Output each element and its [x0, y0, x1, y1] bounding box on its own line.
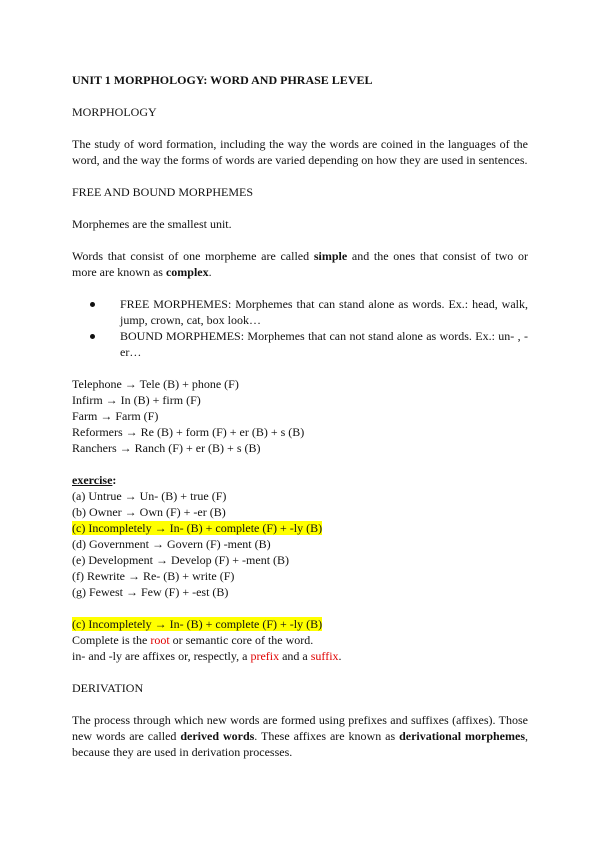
exercise-item-highlighted: (c) Incompletely → In- (B) + complete (F) + -ly (B)	[72, 521, 323, 535]
example-line: Infirm → In (B) + firm (F)	[72, 393, 201, 407]
analysis-block	[72, 616, 528, 664]
bullet-icon	[90, 334, 95, 339]
text: . These affixes are known as	[254, 729, 400, 743]
exercise-item: (b) Owner → Own (F) + -er (B)	[72, 505, 226, 519]
section-heading-free-bound: FREE AND BOUND MORPHEMES	[72, 185, 254, 199]
list-item-text: FREE MORPHEMES: Morphemes that can stand alone as words. Ex.: head, walk, jump, crown, cat, box look…	[120, 297, 528, 327]
example-line: Farm → Farm (F)	[72, 409, 159, 423]
exercise-item: (d) Government → Govern (F) -ment (B)	[72, 537, 271, 551]
analysis-highlighted-line: (c) Incompletely → In- (B) + complete (F) + -ly (B)	[72, 617, 323, 631]
text: Complete is the	[72, 633, 151, 647]
exercise-item: (a) Untrue → Un- (B) + true (F)	[72, 489, 227, 503]
term-prefix: prefix	[250, 649, 280, 663]
exercise-heading: exercise	[72, 473, 113, 487]
exercise-item: (g) Fewest → Few (F) + -est (B)	[72, 585, 229, 599]
exercise-item: (e) Development → Develop (F) + -ment (B)	[72, 553, 290, 567]
morphology-definition: The study of word formation, including the way the words are coined in the languages of the word, and the way the forms of words are varied depending on how they are used in sentences.	[72, 137, 528, 167]
text: .	[338, 649, 342, 663]
term-root: root	[150, 633, 170, 647]
section-heading-morphology: MORPHOLOGY	[72, 105, 157, 119]
text: and the ones that consist of two or more are known as	[72, 249, 528, 279]
example-line: Reformers → Re (B) + form (F) + er (B) + s (B)	[72, 425, 305, 439]
text: in- and -ly are affixes or, respectly, a	[72, 649, 251, 663]
text: Words that consist of one morpheme are called	[72, 249, 314, 263]
colon: :	[112, 473, 117, 487]
list-item	[120, 296, 528, 328]
morpheme-types-list	[72, 296, 528, 360]
term-derivational-morphemes: derivational morphemes	[399, 729, 525, 743]
text: .	[208, 265, 212, 279]
exercise-block	[72, 472, 528, 600]
examples-block	[72, 376, 528, 456]
list-item-text: BOUND MORPHEMES: Morphemes that can not stand alone as words. Ex.: un- , -er…	[120, 329, 528, 359]
list-item	[120, 328, 528, 360]
exercise-item: (f) Rewrite → Re- (B) + write (F)	[72, 569, 235, 583]
text: and a	[279, 649, 311, 663]
simple-complex-paragraph	[72, 248, 528, 280]
text: or semantic core of the word.	[169, 633, 314, 647]
morphemes-definition: Morphemes are the smallest unit.	[72, 217, 232, 231]
term-derived-words: derived words	[180, 729, 255, 743]
example-line: Ranchers → Ranch (F) + er (B) + s (B)	[72, 441, 261, 455]
document-title: UNIT 1 MORPHOLOGY: WORD AND PHRASE LEVEL	[72, 73, 373, 87]
text: , because they are used in derivation processes.	[72, 729, 528, 759]
term-simple: simple	[313, 249, 348, 263]
term-complex: complex	[165, 265, 209, 279]
analysis-affix-line	[72, 648, 528, 664]
text: The process through which new words are formed using prefixes and suffixes (affixes). Those new words are called	[72, 713, 528, 743]
term-suffix: suffix	[310, 649, 339, 663]
bullet-icon	[90, 302, 95, 307]
section-heading-derivation: DERIVATION	[72, 681, 144, 695]
derivation-paragraph	[72, 712, 528, 760]
exercise-label	[72, 472, 528, 488]
analysis-root-line	[72, 632, 528, 648]
example-line: Telephone → Tele (B) + phone (F)	[72, 377, 239, 391]
